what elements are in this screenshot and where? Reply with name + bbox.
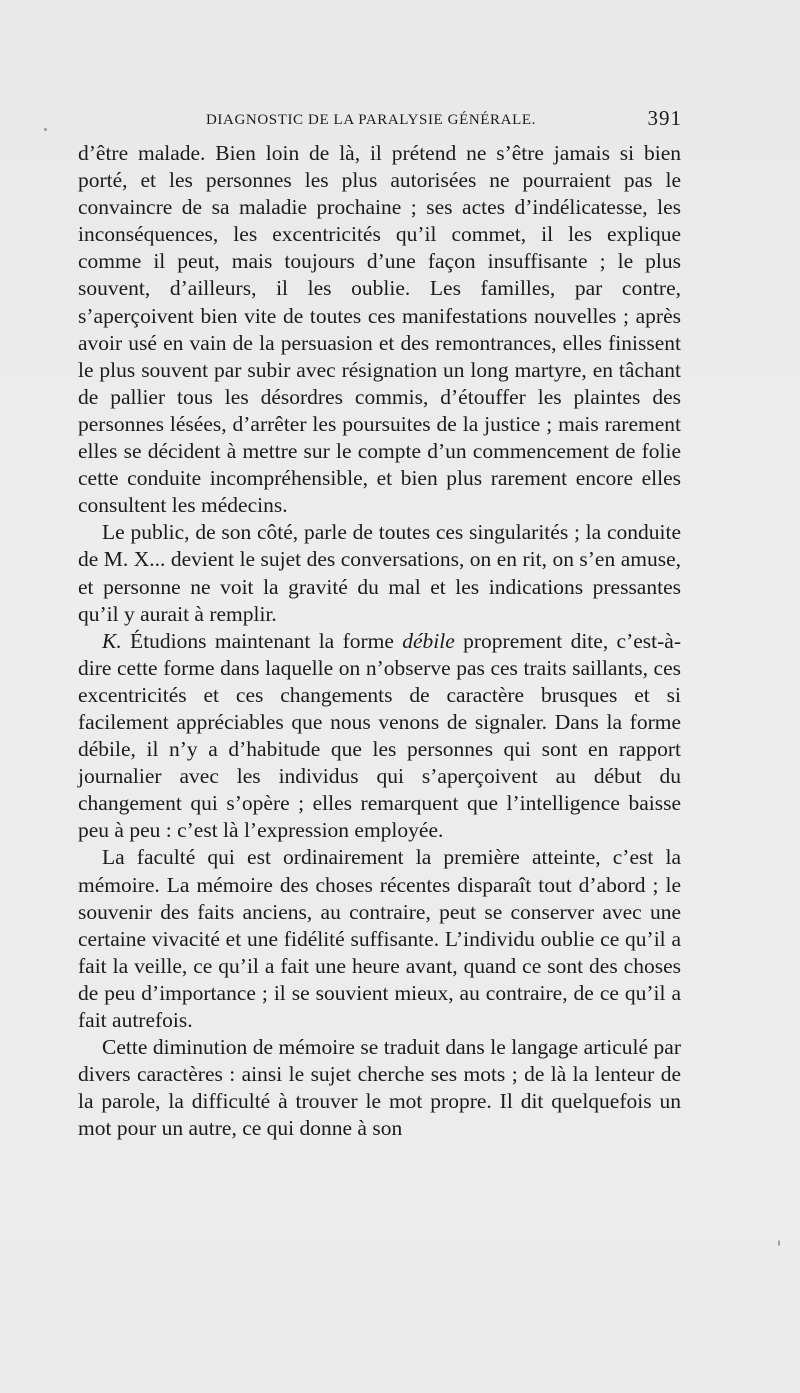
paragraph-continuation: d’être malade. Bien loin de là, il prétend ne s’être jamais si bien porté, et les personnes les plus autorisées ne pourraient pas le convaincre de sa maladie prochaine ; ses actes d’indélicatesse, les inconséquences, les excentricités qu’il commet, il les explique comme il peut, mais toujours d’une façon insuffisante ; le plus souvent, d’ailleurs, il les oublie. Les familles, par contre, s’aperçoivent bien vite de toutes ces manifestations nouvelles ; après avoir usé en vain de la persuasion et des remontrances, elles finissent le plus souvent par subir avec résignation un long martyre, en tâchant de pallier tous les désordres commis, d’étouffer les plaintes des personnes lésées, d’arrêter les poursuites de la justice ; mais rarement elles se décident à mettre sur le compte d’un commencement de folie cette conduite incompréhensible, et bien plus rarement encore elles consultent les médecins. [78,141,681,518]
running-head [78,106,682,136]
paragraph-langage: Cette diminution de mémoire se traduit dans le langage articulé par divers caractères : ainsi le sujet cherche ses mots ; de là la lenteur de la parole, la difficulté à trouver le mot propre. Il dit quelquefois un mot pour un autre, ce qui donne à son [78,1035,681,1141]
section-label: K. [102,628,122,653]
paragraph-text: proprement dite, c’est-à-dire cette forme dans laquelle on n’observe pas ces traits saillants, ces excentricités et ces changements de caractère brusques et si facilement appréciables que nous venons de signaler. Dans la forme débile, il n’y a d’habitude que les personnes qui sont en rapport journalier avec les individus qui s’aperçoivent au début du changement qui s’opère ; elles remarquent que l’intelligence baisse peu à peu : c’est là l’expression employée. [78,628,681,843]
paragraph-memoire: La faculté qui est ordinairement la première atteinte, c’est la mémoire. La mémoire des choses récentes disparaît tout d’abord ; le souvenir des faits anciens, au contraire, peut se conserver avec une certaine vivacité et une fidélité suffisante. L’individu oublie ce qu’il a fait la veille, ce qu’il a fait une heure avant, quand ce sont des choses de peu d’importance ; il se souvient mieux, au contraire, de ce qu’il a fait autrefois. [78,845,681,1032]
paragraph-public: Le public, de son côté, parle de toutes ces singularités ; la conduite de M. X... devient le sujet des conversations, on en rit, on s’en amuse, et personne ne voit la gravité du mal et les indications pressantes qu’il y aurait à remplir. [78,520,681,626]
page-number: 391 [647,106,682,130]
body-text [78,140,681,1142]
paragraph-text: Étudions maintenant la forme [121,628,403,653]
running-title: DIAGNOSTIC DE LA PARALYSIE GÉNÉRALE. [206,112,536,128]
scan-speck [44,128,47,131]
emphasized-term: débile [402,628,455,653]
scan-speck [778,1240,780,1246]
paragraph-forme-debile [78,628,681,845]
